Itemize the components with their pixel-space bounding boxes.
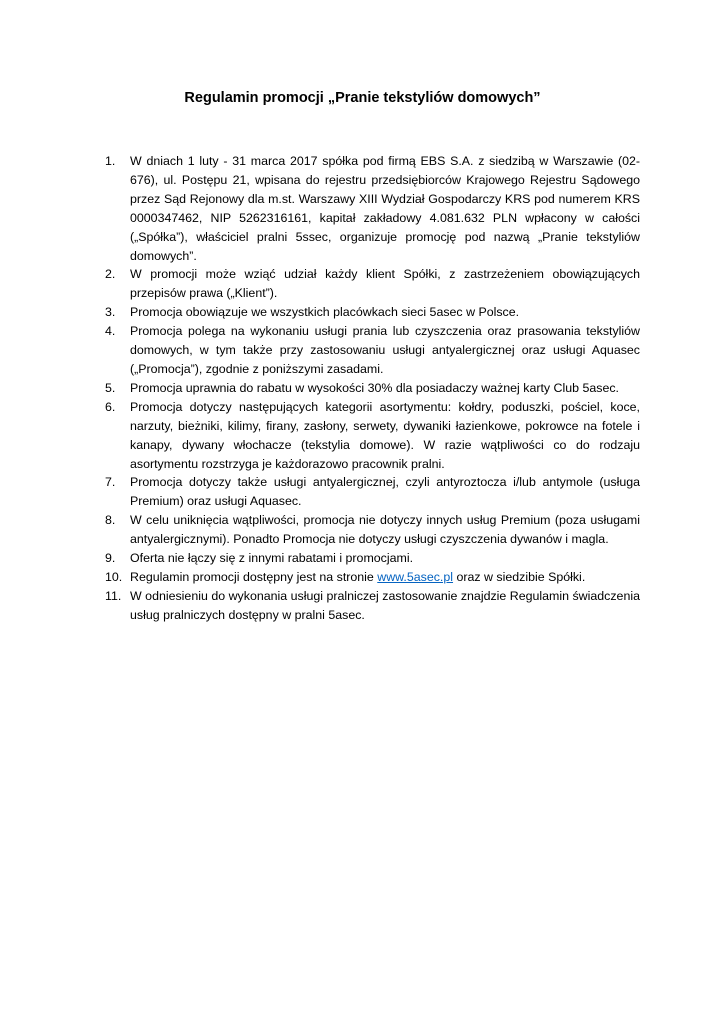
item-number: 8. [105,513,116,528]
item-text [130,568,640,587]
list-item [105,587,640,625]
item-text-after: oraz w siedzibie Spółki. [453,569,586,584]
item-text: W dniach 1 luty - 31 marca 2017 spółka pod firmą EBS S.A. z siedzibą w Warszawie (02-676), ul. Postępu 21, wpisana do rejestru przedsiębiorców Krajowego Rejestru Sądowego przez Sąd Rejonowy dla m.st. Warszawy XIII Wydział Gospodarczy KRS pod numerem KRS 0000347462, NIP 5262316161, kapitał zakładowy 4.081.632 PLN wpłacony w całości („Spółka”), właściciel pralni 5ssec, organizuje promocję pod nazwą „Pranie tekstyliów domowych”. [130,154,640,263]
item-text: W odniesieniu do wykonania usługi pralniczej zastosowanie znajdzie Regulamin świadczenia usług pralniczych dostępny w pralni 5asec. [130,588,640,622]
list-item [105,511,640,549]
item-number: 4. [105,324,116,339]
item-number: 10. [105,569,123,584]
rules-list [105,152,640,625]
list-item [105,568,640,587]
item-number: 1. [105,154,116,168]
list-item [105,379,640,398]
list-item [105,303,640,322]
item-number: 11. [105,588,122,603]
item-text-before: Regulamin promocji dostępny jest na stronie [130,569,378,584]
item-text: W promocji może wziąć udział każdy klient Spółki, z zastrzeżeniem obowiązujących przepisów prawa („Klient”). [130,267,640,301]
item-text: Promocja polega na wykonaniu usługi prania lub czyszczenia oraz prasowania tekstyliów domowych, w tym także przy zastosowaniu usługi antyalergicznej oraz usługi Aquasec („Promocja”), zgodnie z poniższymi zasadami. [130,324,640,376]
item-text: W celu uniknięcia wątpliwości, promocja nie dotyczy innych usług Premium (poza usługami antyalergicznymi). Ponadto Promocja nie dotyczy usługi czyszczenia dywanów i magla. [130,513,640,547]
list-item [105,549,640,568]
website-link[interactable]: www.5asec.pl [377,569,454,584]
item-text: Promocja dotyczy następujących kategorii asortymentu: kołdry, poduszki, pościel, koce, narzuty, bieżniki, kilimy, firany, zasłony, serwety, dywaniki łazienkowe, pokrowce na fotele i kanapy, dywany włochacze (tekstylia domowe). W razie wątpliwości co do rodzaju asortymentu rozstrzyga je każdorazowo pracownik pralni. [130,399,640,471]
list-item [105,473,640,511]
item-text: Promocja obowiązuje we wszystkich placówkach sieci 5asec w Polsce. [130,305,520,320]
item-text: Oferta nie łączy się z innymi rabatami i promocjami. [130,551,414,566]
list-item [105,152,640,265]
item-number: 6. [105,399,116,414]
item-number: 2. [105,267,116,282]
item-text: Promocja uprawnia do rabatu w wysokości 30% dla posiadaczy ważnej karty Club 5asec. [130,380,619,395]
item-number: 3. [105,305,116,320]
list-item [105,265,640,303]
item-number: 7. [105,475,116,490]
document-title: Regulamin promocji „Pranie tekstyliów domowych” [184,90,541,106]
item-number: 5. [105,380,116,395]
item-text: Promocja dotyczy także usługi antyalergicznej, czyli antyroztocza i/lub antymole (usługa Premium) oraz usługi Aquasec. [130,475,640,509]
list-item [105,398,640,474]
list-item [105,322,640,379]
item-number: 9. [105,551,116,566]
